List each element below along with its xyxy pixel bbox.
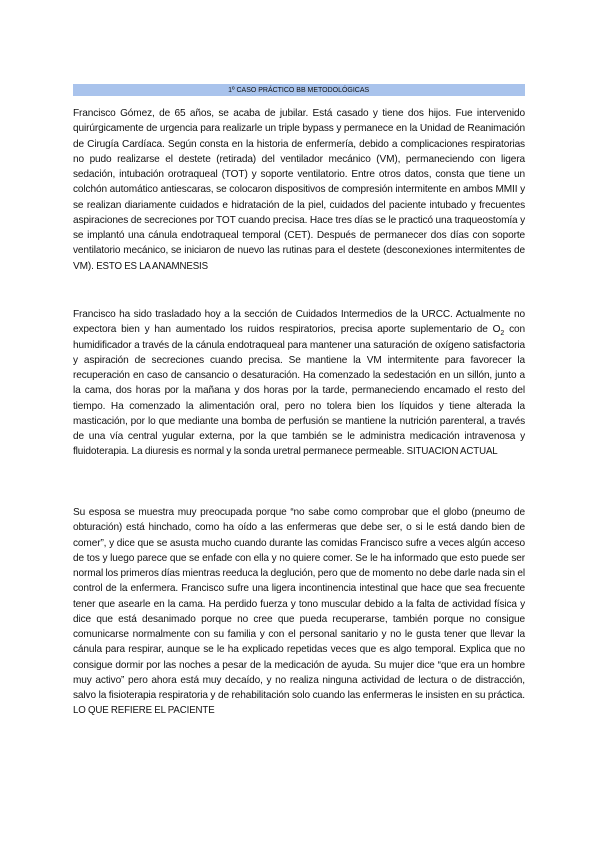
section-tag-situacion-actual: SITUACION ACTUAL	[406, 446, 498, 458]
section-tag-refiere-paciente: LO QUE REFIERE EL PACIENTE	[73, 705, 215, 717]
paragraph-refiere-paciente	[73, 505, 525, 719]
section-tag-anamnesis: ESTO ES LA ANAMNESIS	[96, 260, 208, 272]
paragraph-situacion-actual	[73, 307, 525, 460]
oxygen-subscript: 2	[500, 330, 505, 338]
document-title: 1º CASO PRÁCTICO BB METODOLÓGICAS	[228, 85, 370, 94]
paragraph-text: Su esposa se muestra muy preocupada porque “no sabe como comprobar que el globo (pneumo de obturación) está hinchado, como ha oído a las enfermeras que debe ser, o si le está dando bien de comer”, y dice que se asusta mucho cuando durante las comidas Francisco sufre a veces algún acceso de tos y luego parece que se enfade con ella y no quiere comer. Se le ha informado que esto puede ser normal los primeros días mientras reeduca la deglución, pero que de momento no debe darle nada sin el control de la enfermera. Francisco sufre una ligera incontinencia intestinal que hace que sea frecuente tener que asearle en la cama. Ha perdido fuerza y tono muscular debido a la falta de actividad física y dice que está desanimado porque no cree que pueda recuperarse, también porque no consigue comunicarse normalmente con su familia y con el personal sanitario y no le gusta tener que llevar la cánula para respirar, aunque se le ha explicado repetidas veces que es algo temporal. Explica que no consigue dormir por las noches a pesar de la medicación de ayuda. Su mujer dice “que era un hombre muy activo” pero ahora está muy decaído, y no realiza ninguna actividad de lectura o de distracción, salvo la fisioterapia respiratoria y de rehabilitación solo cuando las enfermeras le insisten en su práctica.	[73, 507, 525, 701]
paragraph-text: Francisco Gómez, de 65 años, se acaba de jubilar. Está casado y tiene dos hijos. Fue intervenido quirúrgicamente de urgencia para realizarle un triple bypass y permanece en la Unidad de Reanimación de Cirugía Cardíaca. Según consta en la historia de enfermería, debido a complicaciones respiratorias no pudo realizarse el destete (retirada) del ventilador mecánico (VM), permaneciendo con ligera sedación, intubación orotraqueal (TOT) y soporte ventilatorio. Entre otros datos, consta que tiene un colchón automático antiescaras, se colocaron dispositivos de compresión intermitente en ambos MMII y se realizan diariamente cuidados e hidratación de la piel, cuidados del paciente intubado y frecuentes aspiraciones de secreciones por TOT cuando precisa. Hace tres días se le practicó una traqueostomía y se implantó una cánula endotraqueal temporal (CET). Después de permanecer dos días con soporte ventilatorio mecánico, se iniciaron de nuevo las rutinas para el destete (desconexiones intermitentes de VM).	[73, 108, 525, 272]
title-highlight-bar	[73, 84, 525, 96]
paragraph-text: con humidificador a través de la cánula endotraqueal para mantener una saturación de oxígeno satisfactoria y aspiración de secreciones cuando precisa. Se mantiene la VM intermitente para favorecer la recuperación en caso de cansancio o desaturación. Ha comenzado la sedestación en un sillón, junto a la cama, dos horas por la mañana y dos horas por la tarde, permaneciendo encamado el resto del tiempo. Ha comenzado la alimentación oral, pero no tolera bien los líquidos y tiene alterada la masticación, por lo que mediante una bomba de perfusión se mantiene la nutrición parenteral, a través de una vía central yugular externa, por la que también se le administra medicación intravenosa y fluidoterapia. La diuresis es normal y la sonda uretral permanece permeable.	[73, 324, 525, 458]
paragraph-text: Francisco ha sido trasladado hoy a la sección de Cuidados Intermedios de la URCC. Actualmente no expectora bien y han aumentado los ruidos respiratorios, precisa aporte suplementario de O	[73, 309, 525, 336]
paragraph-anamnesis	[73, 106, 525, 274]
